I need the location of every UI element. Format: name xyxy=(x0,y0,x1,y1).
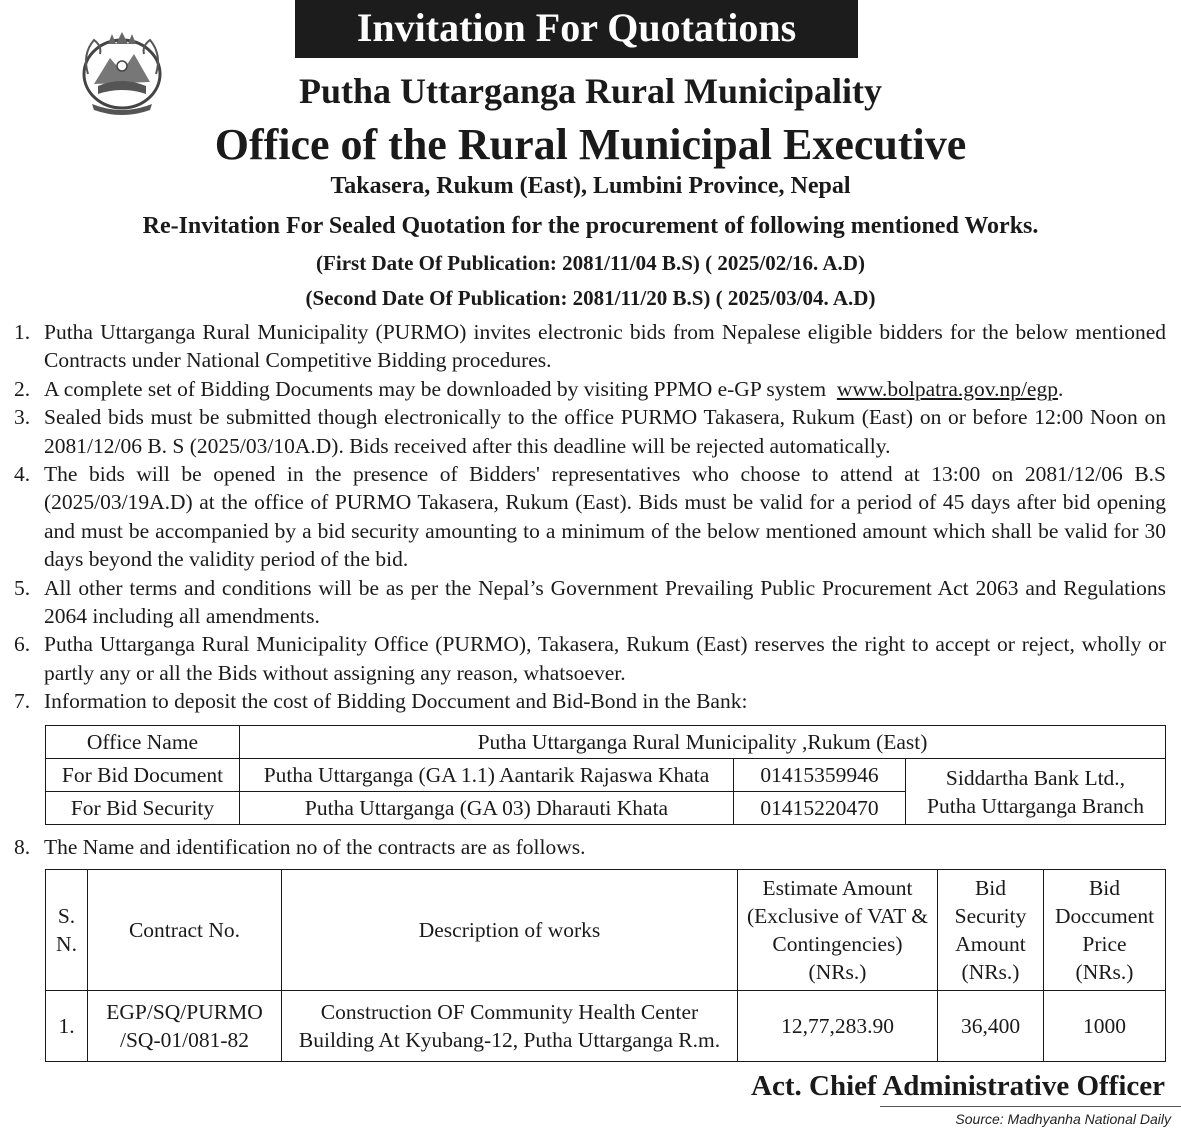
cell-bid-security: 36,400 xyxy=(938,991,1044,1062)
banner-title: Invitation For Quotations xyxy=(356,5,797,50)
bank-info-table xyxy=(45,725,1166,825)
account-name: Putha Uttarganga (GA 03) Dharauti Khata xyxy=(240,792,734,825)
address-line: Takasera, Rukum (East), Lumbini Province, Nepal xyxy=(330,173,851,199)
list-item: 1. Putha Uttarganga Rural Municipality (PURMO) invites electronic bids from Nepalese eligible bidders for the below mentioned Contracts under National Competitive Bidding procedures. xyxy=(14,320,1166,373)
list-item: 6. Putha Uttarganga Rural Municipality Office (PURMO), Takasera, Rukum (East) reserves the right to accept or reject, wholly or partly any or all the Bids without assigning any reason, whatsoever. xyxy=(14,632,1166,685)
row-label: For Bid Document xyxy=(46,759,240,792)
office-heading: Office of the Rural Municipal Executive xyxy=(214,120,967,169)
source-divider xyxy=(880,1106,1181,1107)
account-number: 01415359946 xyxy=(734,759,906,792)
header-sn: S. N. xyxy=(46,870,88,991)
egp-link[interactable]: www.bolpatra.gov.np/egp xyxy=(836,376,1058,401)
account-name: Putha Uttarganga (GA 1.1) Aantarik Rajaswa Khata xyxy=(240,759,734,792)
cell-description: Construction OF Community Health Center Building At Kyubang-12, Putha Uttarganga R.m. xyxy=(282,991,738,1062)
row-label: For Bid Security xyxy=(46,792,240,825)
table-header-row xyxy=(46,870,1166,991)
office-name-label: Office Name xyxy=(46,726,240,759)
cell-doc-price: 1000 xyxy=(1044,991,1166,1062)
list-item: 3. Sealed bids must be submitted though electronically to the office PURMO Takasera, Rukum (East) on or before 12:00 Noon on 2081/12/06 B. S (2025/03/10A.D). Bids received after this deadline will be rejected automatically. xyxy=(14,405,1166,458)
office-name-value: Putha Uttarganga Rural Municipality ,Rukum (East) xyxy=(240,726,1166,759)
bank-name-cell xyxy=(906,759,1166,825)
bank-name: Siddartha Bank Ltd., xyxy=(945,765,1126,790)
list-item: 5. All other terms and conditions will be as per the Nepal’s Government Prevailing Public Procurement Act 2063 and Regulations 2064 including all amendments. xyxy=(14,575,1166,629)
list-item: 7. Information to deposit the cost of Bidding Doccument and Bid-Bond in the Bank: xyxy=(14,689,748,714)
cell-contract-no: EGP/SQ/PURMO /SQ-01/081-82 xyxy=(88,991,282,1062)
cell-sn: 1. xyxy=(46,991,88,1062)
bank-branch: Putha Uttarganga Branch xyxy=(927,793,1144,818)
signature: Act. Chief Administrative Officer xyxy=(751,1070,1165,1102)
header-doc-price: Bid Doccument Price (NRs.) xyxy=(1044,870,1166,991)
table-row xyxy=(46,759,1166,792)
list-item: 8. The Name and identification no of the contracts are as follows. xyxy=(14,835,586,859)
header-contract-no: Contract No. xyxy=(88,870,282,991)
source-credit: Source: Madhyanha National Daily xyxy=(955,1111,1171,1127)
municipality-heading: Putha Uttarganga Rural Municipality xyxy=(298,71,882,111)
header-description: Description of works xyxy=(282,870,738,991)
account-number: 01415220470 xyxy=(734,792,906,825)
table-row xyxy=(46,991,1166,1062)
table-row xyxy=(46,726,1166,759)
notice-items-continued xyxy=(14,833,1166,861)
header-estimate: Estimate Amount (Exclusive of VAT & Contingencies) (NRs.) xyxy=(738,870,938,991)
cell-estimate: 12,77,283.90 xyxy=(738,991,938,1062)
header-bid-security: Bid Security Amount (NRs.) xyxy=(938,870,1044,991)
list-item: 4. The bids will be opened in the presence of Bidders' representatives who choose to attend at 13:00 on 2081/12/06 B.S (2025/03/19A.D) at the office of PURMO Takasera, Rukum (East). Bids must be valid for a period of 45 days after bid opening and must be accompanied by a bid security amounting to a minimum of the below mentioned amount which shall be valid for 30 days beyond the validity period of the bid. xyxy=(14,462,1166,572)
contracts-table xyxy=(45,869,1166,1062)
second-publication-date: (Second Date Of Publication: 2081/11/20 B.S) ( 2025/03/04. A.D) xyxy=(305,286,876,310)
reinvitation-line: Re-Invitation For Sealed Quotation for the procurement of following mentioned Works. xyxy=(142,213,1039,239)
first-publication-date: (First Date Of Publication: 2081/11/04 B.S) ( 2025/02/16. A.D) xyxy=(316,251,865,275)
list-item: 2. A complete set of Bidding Documents may be downloaded by visiting PPMO e-GP system www.bolpatra.gov.np/egp. xyxy=(14,376,1064,401)
title-banner xyxy=(295,0,858,58)
notice-items xyxy=(14,318,1166,716)
